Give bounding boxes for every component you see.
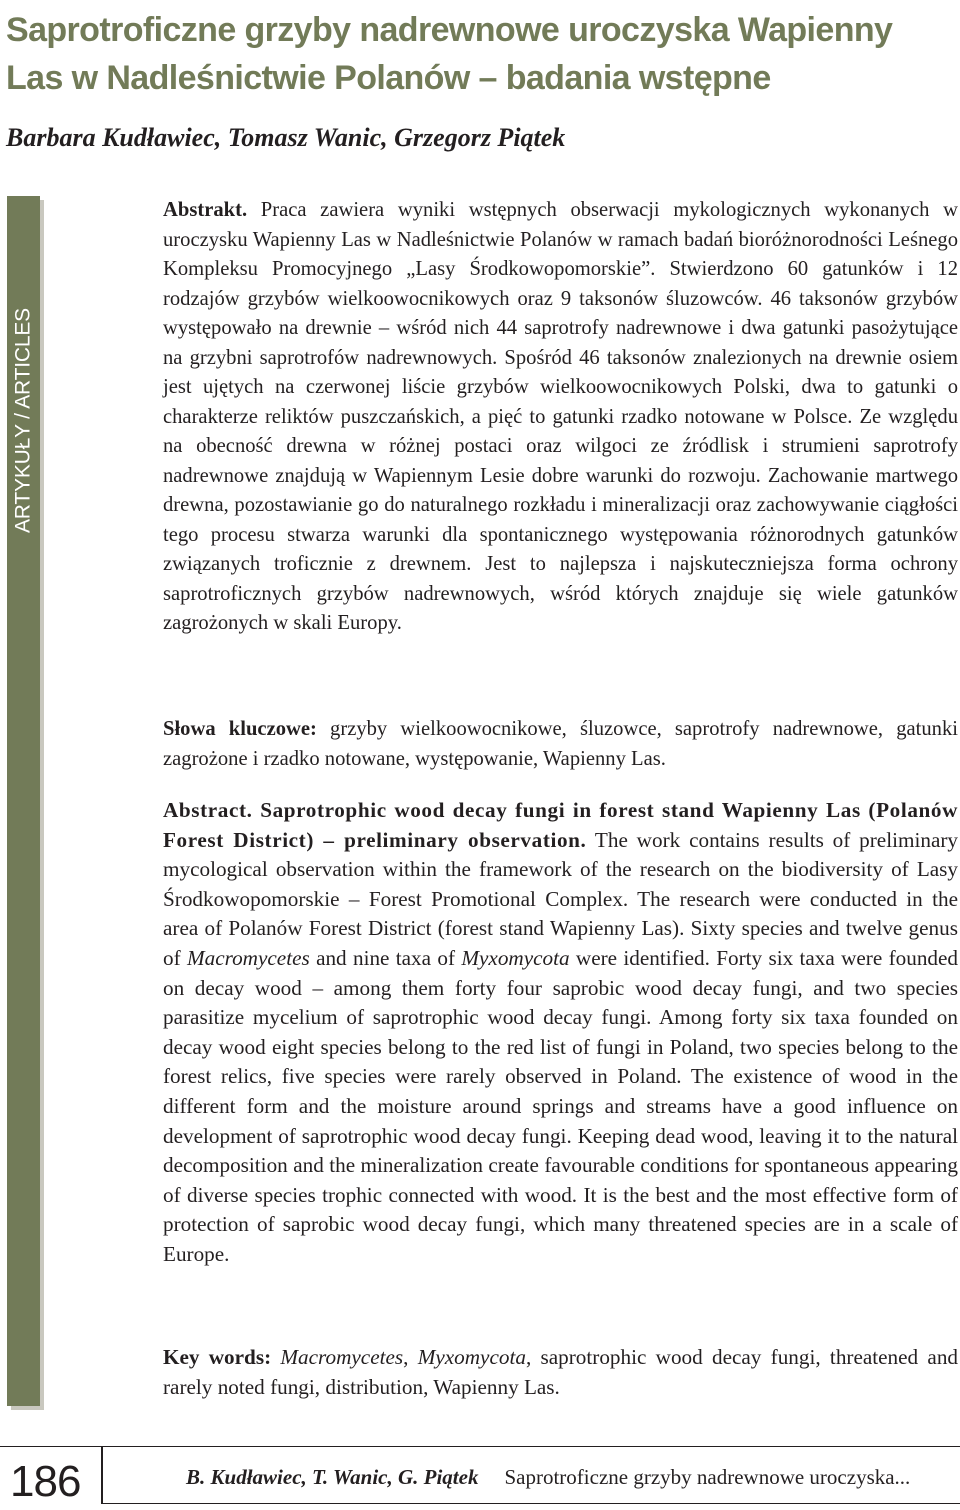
keywords-en-block xyxy=(163,1343,958,1402)
running-title: Saprotroficzne grzyby nadrewnowe uroczyska... xyxy=(504,1465,911,1489)
keywords-en-taxon-1: Macromycetes xyxy=(280,1345,404,1369)
running-authors: B. Kudławiec, T. Wanic, G. Piątek xyxy=(186,1465,479,1489)
abstract-en-text-2: and nine taxa of xyxy=(316,945,456,970)
keywords-en-heading: Key words: xyxy=(163,1345,272,1369)
abstract-en-heading: Abstract. Saprotrophic wood decay fungi in forest stand Wapienny Las (Polanów Forest District) – preliminary observation. xyxy=(163,798,958,852)
keywords-pl-text: grzyby wielkoowocnikowe, śluzowce, saprotrofy nadrewnowe, gatunki zagrożone i rzadko notowane, występowanie, Wapienny Las. xyxy=(163,718,958,770)
abstract-en-block xyxy=(163,796,958,1270)
keywords-pl-block xyxy=(163,714,958,774)
abstract-en-taxon-2: Myxomycota xyxy=(461,945,570,970)
keywords-pl-heading: Słowa kluczowe: xyxy=(163,718,317,740)
abstract-pl-block xyxy=(163,196,958,639)
footer-bottom-rule xyxy=(103,1503,960,1504)
keywords-en-text: , saprotrophic wood decay fungi, threatened and rarely noted fungi, distribution, Wapienny Las. xyxy=(163,1345,959,1399)
running-footer xyxy=(186,1462,958,1492)
sidebar-section-label: ARTYKUŁY / ARTICLES xyxy=(11,308,35,534)
footer-rule xyxy=(0,1446,960,1447)
article-title: Saprotroficzne grzyby nadrewnowe uroczyska Wapienny Las w Nadleśnictwie Polanów – badania wstępne xyxy=(6,11,893,97)
keywords-en-separator: , xyxy=(403,1345,409,1369)
abstract-en-text-3: were identified. Forty six taxa were founded on decay wood – among them forty four saprobic wood decay fungi, and two species parasitize mycelium of saprotrophic wood decay fungi. Among forty six taxa founded on decay wood eight species belong to the red list of fungi in Poland, two species belong to the forest relics, five species were rarely observed in Poland. The existence of wood in the different form and the moisture around springs and streams have a good influence on development of saprotrophic wood decay fungi. Keeping dead wood, leaving it to the natural decomposition and the mineralization create favourable conditions for spontaneous appearing of diverse species trophic connected with wood. It is the best and the most effective form of protection of saprobic wood decay fungi, which many threatened species are in a scale of Europe. xyxy=(163,945,959,1266)
page-number: 186 xyxy=(10,1457,81,1506)
page-number-divider xyxy=(101,1446,103,1504)
abstract-pl-text: Praca zawiera wyniki wstępnych obserwacji mykologicznych wykonanych w uroczysku Wapienny Las w Nadleśnictwie Polanów w ramach badań bioróżnorodności Leśnego Kompleksu Promocyjnego „Lasy Środkowopomorskie”. Stwierdzono 60 gatunków i 12 rodzajów grzybów wielkoowocnikowych oraz 9 taksonów śluzowców. 46 taksonów grzybów występowało na drewnie – wśród nich 44 saprotrofy nadrewnowe i dwa gatunki pasożytujące na grzybni saprotrofów nadrewnowych. Spośród 46 taksonów znalezionych na drewnie osiem jest ujętych na czerwonej liście grzybów wielkoowocnikowych Polski, dwa to gatunki o charakterze reliktów puszczańskich, a pięć to gatunki rzadko notowane w Polsce. Ze względu na obecność drewna w różnej postaci oraz wilgoci ze źródlisk i strumieni saprotrofy nadrewnowe znajdują w Wapiennym Lesie dobre warunki do rozwoju. Zachowanie martwego drewna, pozostawianie go do naturalnego rozkładu i mineralizacji oraz zachowywanie ciągłości tego procesu stwarza warunki dla spontanicznego występowania różnorodnych gatunków związanych troficznie z drewnem. Jest to najlepsza i najskuteczniejsza forma ochrony saprotroficznych grzybów nadrewnowych, wśród których znajduje się wiele gatunków zagrożonych w skali Europy. xyxy=(163,199,958,634)
abstract-en-text-1: The work contains results of preliminary mycological observation within the framework of the research on the biodiversity of Lasy Środkowopomorskie – Forest Promotional Complex. The research were conducted in the area of Polanów Forest District (forest stand Wapienny Las). Sixty species and twelve genus of xyxy=(163,827,959,970)
author-list: Barbara Kudławiec, Tomasz Wanic, Grzegorz Piątek xyxy=(6,123,566,152)
abstract-en-taxon-1: Macromycetes xyxy=(186,945,310,970)
keywords-en-taxon-2: Myxomycota xyxy=(417,1345,526,1369)
abstract-pl-heading: Abstrakt. xyxy=(163,199,248,221)
